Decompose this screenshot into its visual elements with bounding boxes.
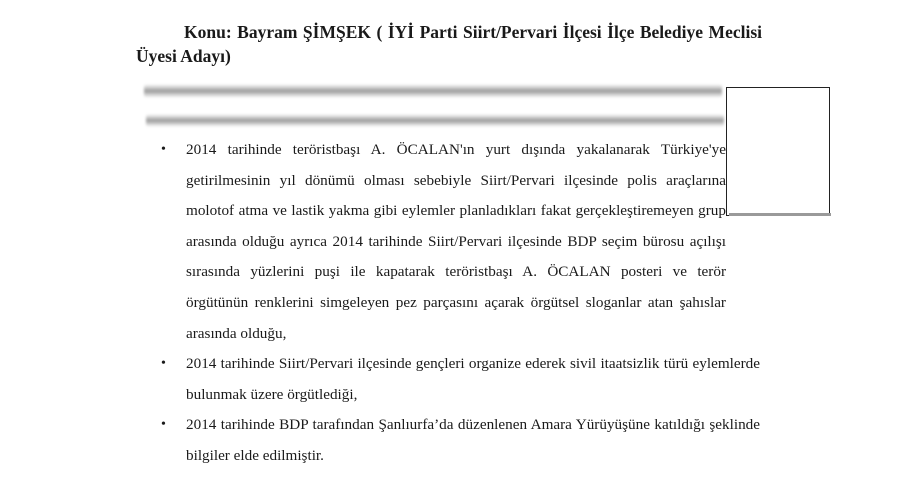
list-item-text: 2014 tarihinde teröristbaşı A. ÖCALAN'ın yurt dışında yakalanarak Türkiye'ye getirilmesinin yıl dönümü olması sebebiyle Siirt/Pervari ilçesinde polis araçlarına molotof atma ve lastik yakma gibi eylemler planladıkları fakat gerçekleştiremeyen grup arasında olduğu ayrıca 2014 tarihinde Siirt/Pervari ilçesinde BDP seçim bürosu açılışı sırasında yüzlerini puşi ile kapatarak teröristbaşı A. ÖCALAN posteri ve terör örgütünün renklerini simgeleyen pez parçasını açarak örgütsel sloganlar atan şahıslar arasında olduğu, [186,141,726,342]
redacted-line [146,114,724,127]
list-item-text: 2014 tarihinde BDP tarafından Şanlıurfa’da düzenlenen Amara Yürüyüşüne katıldığı şeklinde bilgiler elde edilmiştir. [186,416,760,464]
list-item-text: 2014 tarihinde Siirt/Pervari ilçesinde gençleri organize ederek sivil itaatsizlik türü eylemlerde bulunmak üzere örgütlediği, [186,355,760,403]
document-subject: Konu: Bayram ŞİMŞEK ( İYİ Parti Siirt/Pervari İlçesi İlçe Belediye Meclisi Üyesi Adayı) [136,22,762,66]
redacted-line [144,84,722,98]
bullet-icon: • [161,356,166,372]
list-item [136,135,760,349]
list-item [136,349,760,410]
list-item [136,410,760,471]
findings-list [136,135,760,472]
bullet-icon: • [161,417,166,433]
bullet-icon: • [161,142,166,157]
